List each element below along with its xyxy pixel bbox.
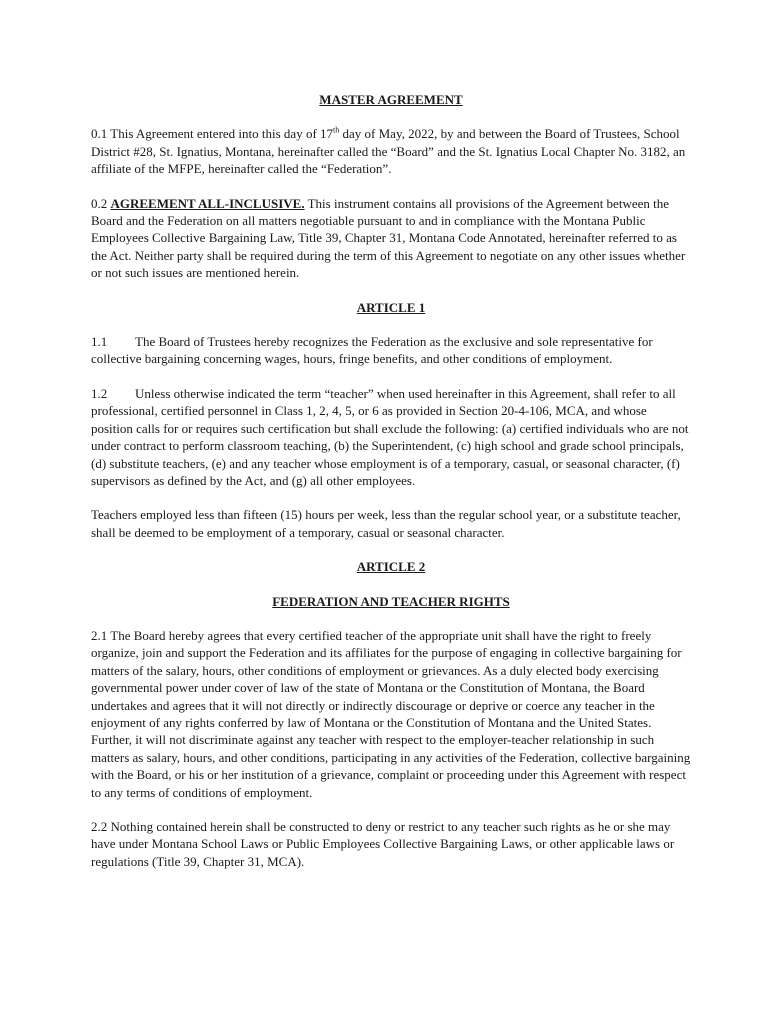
article-1-heading: ARTICLE 1 [356, 299, 426, 315]
paragraph-0-2-number: 0.2 [91, 195, 111, 211]
article-2-heading: ARTICLE 2 [356, 559, 426, 575]
paragraph-0-1 [91, 125, 691, 177]
section-1-2 [91, 385, 691, 489]
paragraph-0-2 [91, 195, 691, 282]
document-title: MASTER AGREEMENT [319, 92, 463, 107]
section-1-2-text: Unless otherwise indicated the term “teacher” when used hereinafter in this Agreement, shall refer to all professional, certified personnel in Class 1, 2, 4, 5, or 6 as provided in Section 20-4-106, MCA, and whose position calls for or requires such certification but shall exclude the following: (a) certified individuals who are not under contract to perform classroom teaching, (b) the Superintendent, (c) high school and grade school principals, (d) substitute teachers, (e) and any teacher whose employment is of a temporary, casual, or seasonal character, (f) supervisors as defined by the Act, and (g) all other employees. [91, 385, 689, 488]
document-page [91, 91, 691, 870]
section-2-2: 2.2 Nothing contained herein shall be constructed to deny or restrict to any teacher such rights as he or she may have under Montana School Laws or Public Employees Collective Bargaining Laws, or other applicable laws or regulations (Title 39, Chapter 31, MCA). [91, 819, 675, 869]
ordinal-suffix: th [333, 126, 340, 136]
section-2-1: 2.1 The Board hereby agrees that every certified teacher of the appropriate unit shall have the right to freely organize, join and support the Federation and its affiliates for the purpose of engaging in collective bargaining for matters of the salary, hours, other conditions of employment or grievances. As a duly elected body exercising governmental power under cover of law of the state of Montana or the Constitution of Montana, the Board undertakes and agrees that it will not directly or indirectly discourage or deprive or coerce any teacher in the enjoyment of any rights conferred by law of Montana or the Constitution of Montana and the United States. Further, it will not discriminate against any teacher with respect to the employer-teacher relationship in such matters as salary, hours, and other conditions, participating in any activities of the Federation, collective bargaining with the Board, or his or her institution of a grievance, complaint or proceeding under this Agreement with respect to any terms of conditions of employment. [91, 627, 691, 800]
section-1-2-number: 1.2 [91, 385, 108, 401]
paragraph-temporary-teachers: Teachers employed less than fifteen (15) hours per week, less than the regular school year, or a substitute teacher, shall be deemed to be employment of a temporary, casual or seasonal character. [91, 507, 681, 540]
all-inclusive-heading: AGREEMENT ALL-INCLUSIVE. [110, 195, 305, 211]
article-2-subheading: FEDERATION AND TEACHER RIGHTS [272, 593, 510, 609]
section-1-1-text: The Board of Trustees hereby recognizes the Federation as the exclusive and sole representative for collective bargaining concerning wages, hours, fringe benefits, and other conditions of employment. [91, 334, 653, 367]
section-1-1-number: 1.1 [91, 334, 108, 350]
paragraph-0-1-rest: day of May, 2022, by and between the Board of Trustees, School District #28, St. Ignatius, Montana, hereinafter called the “Board” and the St. Ignatius Local Chapter No. 3182, an affiliate of the MFPE, hereinafter called the “Federation”. [91, 126, 686, 177]
paragraph-0-1-start: 0.1 This Agreement entered into this day of 17 [91, 126, 334, 142]
section-1-1 [91, 333, 691, 368]
paragraph-0-2-text: This instrument contains all provisions of the Agreement between the Board and the Federation on all matters negotiable pursuant to and in compliance with the Montana Public Employees Collective Bargaining Law, Title 39, Chapter 31, Montana Code Annotated, hereinafter referred to as the Act. Neither party shall be required during the term of this Agreement to negotiate on any other issues whether or not such issues are mentioned herein. [91, 195, 686, 281]
